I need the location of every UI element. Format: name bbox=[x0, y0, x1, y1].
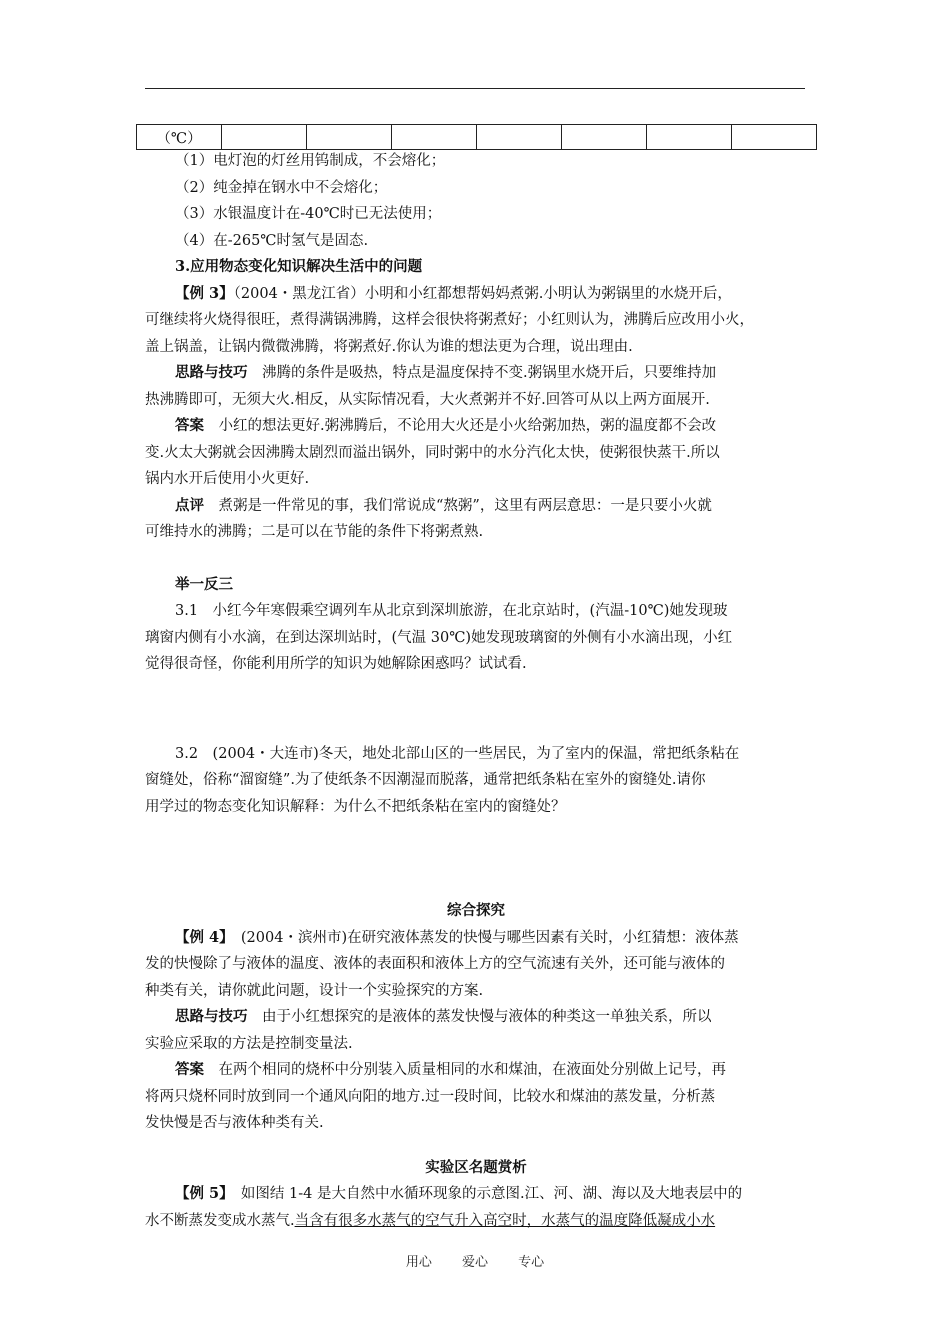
paragraph-line: 觉得很奇怪，你能利用所学的知识为她解除困惑吗？试试看. bbox=[145, 656, 527, 672]
footer-text: 用心 bbox=[405, 1255, 432, 1270]
paragraph-line: 用学过的物态变化知识解释：为什么不把纸条粘在室内的窗缝处？ bbox=[145, 798, 566, 815]
table-cell-unit: （℃） bbox=[137, 125, 222, 150]
underlined-text: 当含有很多水蒸气的空气升入高空时，水蒸气的温度降低凝成小水 bbox=[294, 1212, 716, 1229]
example-3-hint bbox=[145, 360, 807, 387]
table-cell bbox=[307, 125, 392, 150]
paragraph-text: 水不断蒸发变成水蒸气. bbox=[145, 1212, 295, 1229]
data-table bbox=[136, 124, 817, 150]
paragraph-line: 热沸腾即可，无须大火.相反，从实际情况看，大火煮粥并不好.回答可从以上两方面展开. bbox=[145, 391, 710, 408]
section-title-comprehensive: 综合探究 bbox=[447, 902, 505, 919]
example-4-question bbox=[145, 925, 807, 952]
example-4-answer bbox=[145, 1057, 807, 1084]
example-label: 【例 5】 bbox=[175, 1185, 227, 1202]
answer-label: 答案 bbox=[175, 1061, 204, 1078]
header-rule bbox=[145, 88, 805, 89]
paragraph-text: 在两个相同的烧杯中分别装入质量相同的水和煤油，在液面处分别做上记号，再 bbox=[218, 1062, 726, 1078]
paragraph-line: 将两只烧杯同时放到同一个通风向阳的地方.过一段时间，比较水和煤油的蒸发量，分析蒸 bbox=[145, 1088, 716, 1105]
paragraph-line: 盖上锅盖，让锅内微微沸腾，将粥煮好.你认为谁的想法更为合理，说出理由. bbox=[145, 338, 633, 355]
example-5-question bbox=[145, 1181, 807, 1208]
table-cell bbox=[222, 125, 307, 150]
table-cell bbox=[732, 125, 817, 150]
paragraph-line: 锅内水开后使用小火更好. bbox=[145, 471, 310, 487]
answer-label: 答案 bbox=[175, 417, 204, 434]
footer-text: 专心 bbox=[518, 1255, 545, 1270]
paragraph-text: 沸腾的条件是吸热，特点是温度保持不变.粥锅里水烧开后，只要维持加 bbox=[262, 365, 717, 381]
example-3-comment bbox=[145, 493, 807, 520]
paragraph-line: 可维持水的沸腾；二是可以在节能的条件下将粥煮熟. bbox=[145, 524, 484, 540]
paragraph-line bbox=[145, 1208, 807, 1235]
paragraph-text: 由于小红想探究的是液体的蒸发快慢与液体的种类这一单独关系，所以 bbox=[262, 1009, 712, 1025]
paragraph-line: 变.火太大粥就会因沸腾太剧烈而溢出锅外，同时粥中的水分汽化太快，使粥很快蒸干.所以 bbox=[145, 444, 720, 461]
paragraph-line: 璃窗内侧有小水滴，在到达深圳站时，(气温 30℃)她发现玻璃窗的外侧有小水滴出现，小红 bbox=[145, 629, 733, 646]
hint-label: 思路与技巧 bbox=[175, 1008, 248, 1025]
example-3-answer bbox=[145, 413, 807, 440]
practice-3-2: 3.2 (2004・大连市)冬天，地处北部山区的一些居民，为了室内的保温，常把纸条粘在 bbox=[175, 745, 740, 762]
list-item: （1）电灯泡的灯丝用钨制成，不会熔化； bbox=[175, 153, 446, 169]
paragraph-text: （2004・黑龙江省）小明和小红都想帮妈妈煮粥.小明认为粥锅里的水烧开后， bbox=[233, 285, 732, 302]
table-cell bbox=[647, 125, 732, 150]
paragraph-line: 发快慢是否与液体种类有关. bbox=[145, 1115, 324, 1131]
list-item: （4）在-265℃时氢气是固态. bbox=[175, 232, 369, 249]
section-title-experiment: 实验区名题赏析 bbox=[425, 1158, 527, 1176]
example-4-hint bbox=[145, 1004, 807, 1031]
example-label: 【例 3】 bbox=[175, 284, 234, 302]
list-item: （2）纯金掉在钢水中不会熔化； bbox=[175, 179, 388, 196]
footer-text: 爱心 bbox=[461, 1255, 488, 1270]
paragraph-line: 可继续将火烧得很旺，煮得满锅沸腾，这样会很快将粥煮好；小红则认为，沸腾后应改用小火， bbox=[145, 312, 754, 328]
example-label: 【例 4】 bbox=[175, 928, 227, 946]
table-cell bbox=[477, 125, 562, 150]
practice-heading: 举一反三 bbox=[175, 575, 233, 593]
hint-label: 思路与技巧 bbox=[175, 364, 248, 381]
paragraph-text: 如图结 1-4 是大自然中水循环现象的示意图.江、河、湖、海以及大地表层中的 bbox=[240, 1186, 743, 1202]
document-body bbox=[145, 148, 807, 1234]
section-heading: 3.应用物态变化知识解决生活中的问题 bbox=[175, 258, 423, 275]
table-row bbox=[137, 125, 817, 150]
paragraph-line: 窗缝处，俗称“溜窗缝”.为了使纸条不因潮湿而脱落，通常把纸条粘在室外的窗缝处.请你 bbox=[145, 772, 706, 788]
paragraph-text: (2004・滨州市)在研究液体蒸发的快慢与哪些因素有关时，小红猜想：液体蒸 bbox=[240, 929, 739, 946]
paragraph-text: 小红的想法更好.粥沸腾后，不论用大火还是小火给粥加热，粥的温度都不会改 bbox=[218, 418, 717, 434]
paragraph-line: 种类有关，请你就此问题，设计一个实验探究的方案. bbox=[145, 982, 484, 999]
page-footer bbox=[0, 1251, 950, 1270]
comment-label: 点评 bbox=[175, 496, 204, 514]
table-cell bbox=[562, 125, 647, 150]
paragraph-text: 煮粥是一件常见的事，我们常说成“熬粥”，这里有两层意思：一是只要小火就 bbox=[218, 497, 712, 514]
example-3-question bbox=[145, 281, 807, 308]
paragraph-line: 实验应采取的方法是控制变量法. bbox=[145, 1035, 353, 1052]
table-cell bbox=[392, 125, 477, 150]
practice-3-1: 3.1 小红今年寒假乘空调列车从北京到深圳旅游，在北京站时，(汽温-10℃)她发现玻 bbox=[175, 603, 728, 619]
list-item: （3）水银温度计在-40℃时已无法使用； bbox=[175, 206, 442, 222]
paragraph-line: 发的快慢除了与液体的温度、液体的表面积和液体上方的空气流速有关外，还可能与液体的 bbox=[145, 956, 725, 972]
